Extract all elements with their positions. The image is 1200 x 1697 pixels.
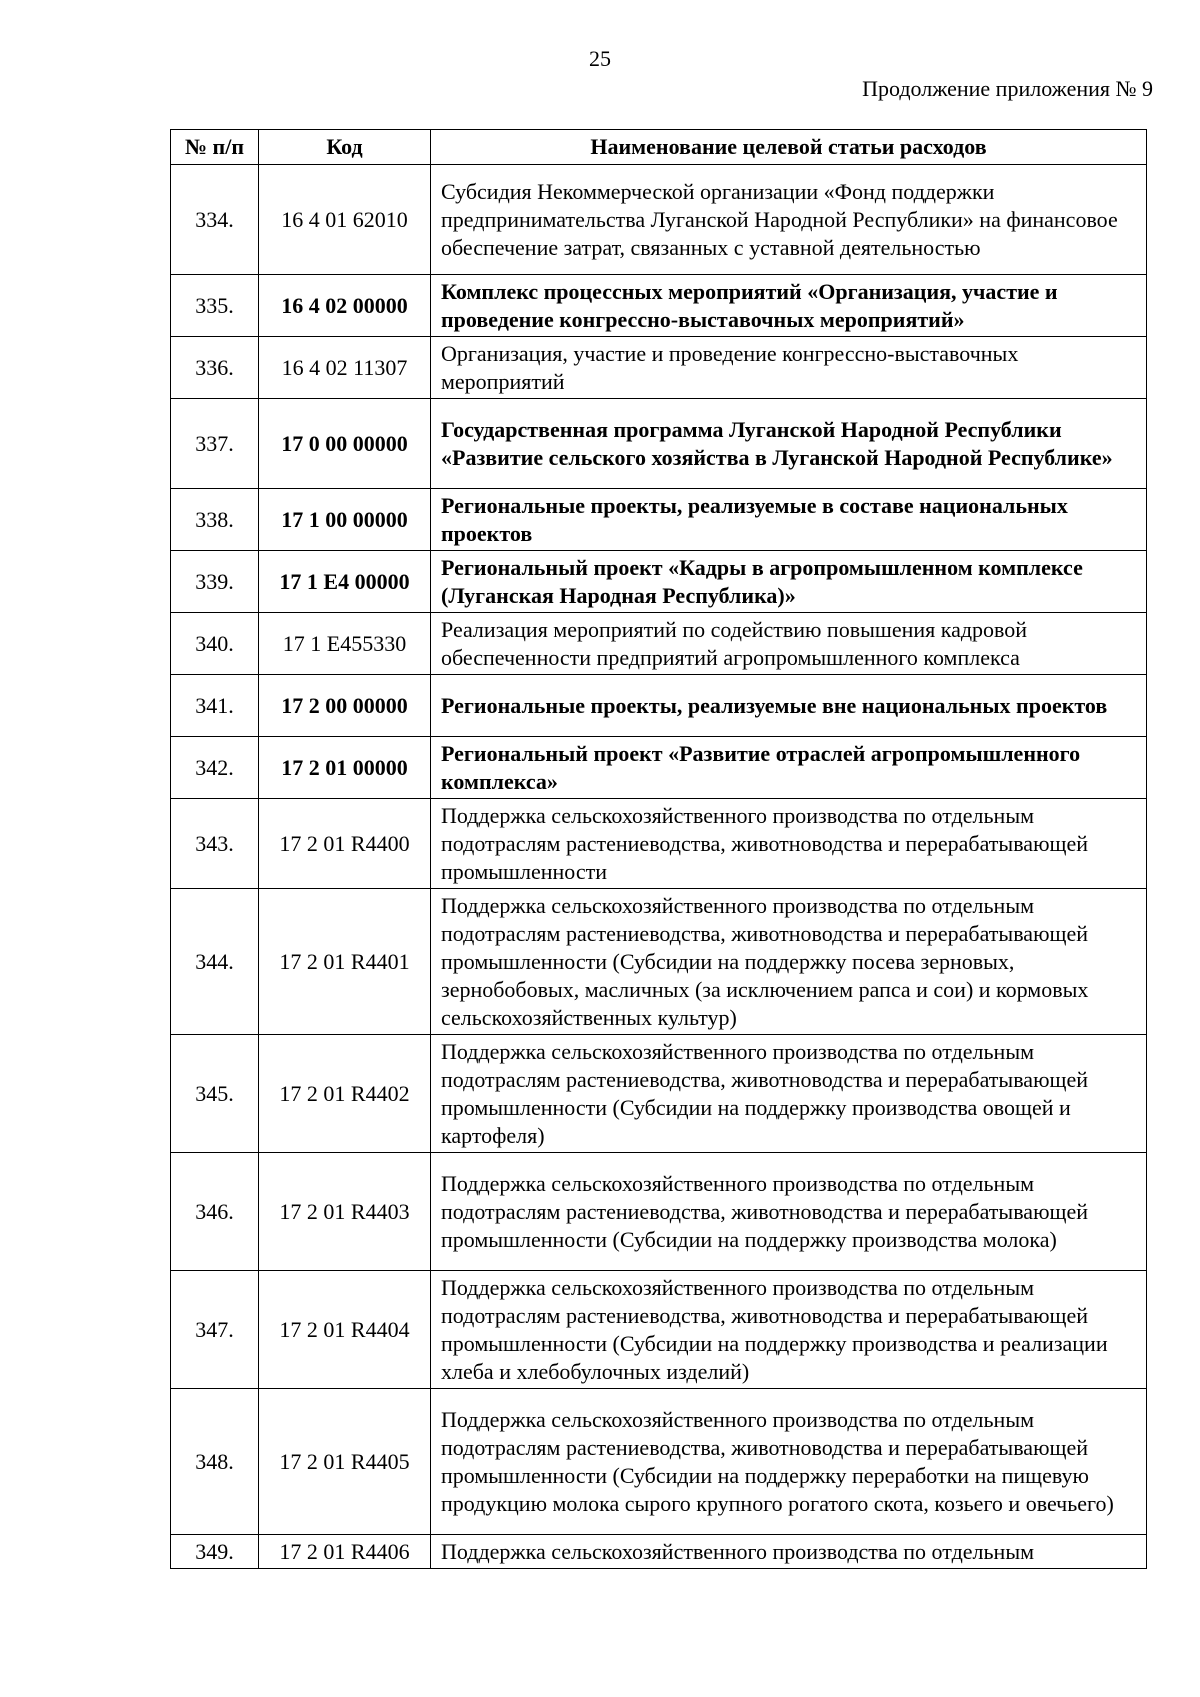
row-number: 343.	[171, 799, 259, 889]
table-row	[171, 737, 1147, 799]
page-number: 25	[589, 46, 611, 71]
table-row	[171, 399, 1147, 489]
row-code: 17 2 01 00000	[259, 737, 431, 799]
row-code: 17 1 00 00000	[259, 489, 431, 551]
table-row	[171, 1271, 1147, 1389]
row-number: 345.	[171, 1035, 259, 1153]
row-number: 338.	[171, 489, 259, 551]
row-name: Региональный проект «Кадры в агропромышленном комплексе (Луганская Народная Республика)»	[431, 551, 1147, 613]
row-code: 17 1 E455330	[259, 613, 431, 675]
table-row	[171, 551, 1147, 613]
row-name: Субсидия Некоммерческой организации «Фонд поддержки предпринимательства Луганской Народной Республики» на финансовое обеспечение затрат, связанных с уставной деятельностью	[431, 165, 1147, 275]
row-number: 348.	[171, 1389, 259, 1535]
row-number: 344.	[171, 889, 259, 1035]
table-row	[171, 1535, 1147, 1569]
row-number: 337.	[171, 399, 259, 489]
row-code: 17 2 01 R4406	[259, 1535, 431, 1569]
row-number: 334.	[171, 165, 259, 275]
row-number: 342.	[171, 737, 259, 799]
row-code: 17 2 01 R4405	[259, 1389, 431, 1535]
table-row	[171, 1153, 1147, 1271]
table-row	[171, 613, 1147, 675]
row-name: Государственная программа Луганской Народной Республики «Развитие сельского хозяйства в Луганской Народной Республике»	[431, 399, 1147, 489]
row-code: 17 2 00 00000	[259, 675, 431, 737]
row-name: Комплекс процессных мероприятий «Организация, участие и проведение конгрессно-выставочных мероприятий»	[431, 275, 1147, 337]
row-code: 16 4 01 62010	[259, 165, 431, 275]
row-name: Поддержка сельскохозяйственного производства по отдельным подотраслям растениеводства, животноводства и перерабатывающей промышленности (Субсидии на поддержку производства молока)	[431, 1153, 1147, 1271]
row-code: 17 2 01 R4402	[259, 1035, 431, 1153]
table-row	[171, 1035, 1147, 1153]
row-code: 17 2 01 R4404	[259, 1271, 431, 1389]
column-header-number: № п/п	[171, 130, 259, 165]
row-name: Региональные проекты, реализуемые вне национальных проектов	[431, 675, 1147, 737]
row-code: 17 0 00 00000	[259, 399, 431, 489]
table-body	[171, 165, 1147, 1569]
row-number: 335.	[171, 275, 259, 337]
row-name: Региональный проект «Развитие отраслей агропромышленного комплекса»	[431, 737, 1147, 799]
row-name: Поддержка сельскохозяйственного производства по отдельным подотраслям растениеводства, животноводства и перерабатывающей промышленности (Субсидии на поддержку производства овощей и картофеля)	[431, 1035, 1147, 1153]
table-row	[171, 889, 1147, 1035]
table-row	[171, 1389, 1147, 1535]
row-name: Поддержка сельскохозяйственного производства по отдельным подотраслям растениеводства, животноводства и перерабатывающей промышленности	[431, 799, 1147, 889]
row-name: Поддержка сельскохозяйственного производства по отдельным	[431, 1535, 1147, 1569]
row-number: 339.	[171, 551, 259, 613]
row-name: Поддержка сельскохозяйственного производства по отдельным подотраслям растениеводства, животноводства и перерабатывающей промышленности (Субсидии на поддержку переработки на пищевую продукцию молока сырого крупного рогатого скота, козьего и овечьего)	[431, 1389, 1147, 1535]
budget-articles-table	[170, 129, 1147, 1569]
row-name: Поддержка сельскохозяйственного производства по отдельным подотраслям растениеводства, животноводства и перерабатывающей промышленности (Субсидии на поддержку посева зерновых, зернобобовых, масличных (за исключением рапса и сои) и кормовых сельскохозяйственных культур)	[431, 889, 1147, 1035]
row-number: 341.	[171, 675, 259, 737]
row-name: Реализация мероприятий по содействию повышения кадровой обеспеченности предприятий агропромышленного комплекса	[431, 613, 1147, 675]
appendix-continuation-label: Продолжение приложения № 9	[862, 76, 1153, 101]
row-number: 347.	[171, 1271, 259, 1389]
row-name: Поддержка сельскохозяйственного производства по отдельным подотраслям растениеводства, животноводства и перерабатывающей промышленности (Субсидии на поддержку производства и реализации хлеба и хлебобулочных изделий)	[431, 1271, 1147, 1389]
row-code: 17 1 E4 00000	[259, 551, 431, 613]
row-code: 17 2 01 R4403	[259, 1153, 431, 1271]
row-number: 346.	[171, 1153, 259, 1271]
table-row	[171, 165, 1147, 275]
table-row	[171, 675, 1147, 737]
row-code: 17 2 01 R4400	[259, 799, 431, 889]
row-number: 340.	[171, 613, 259, 675]
column-header-name: Наименование целевой статьи расходов	[431, 130, 1147, 165]
row-name: Региональные проекты, реализуемые в составе национальных проектов	[431, 489, 1147, 551]
row-number: 336.	[171, 337, 259, 399]
table-row	[171, 275, 1147, 337]
row-code: 16 4 02 00000	[259, 275, 431, 337]
row-number: 349.	[171, 1535, 259, 1569]
column-header-code: Код	[259, 130, 431, 165]
row-name: Организация, участие и проведение конгрессно-выставочных мероприятий	[431, 337, 1147, 399]
table-header-row	[171, 130, 1147, 165]
table-row	[171, 799, 1147, 889]
table-row	[171, 337, 1147, 399]
row-code: 17 2 01 R4401	[259, 889, 431, 1035]
table-row	[171, 489, 1147, 551]
row-code: 16 4 02 11307	[259, 337, 431, 399]
